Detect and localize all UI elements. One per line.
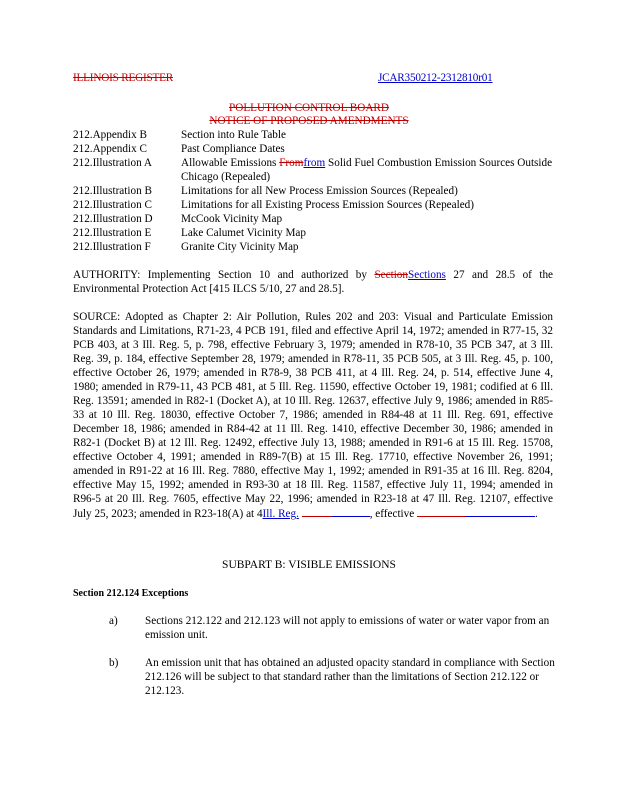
toc-row bbox=[73, 226, 581, 240]
item-text: An emission unit that has obtained an adjusted opacity standard in compliance with Section 212.126 will be subject to that standard rather than the limitations of Section 212.122 or 212.123. bbox=[145, 657, 555, 697]
toc-title: Lake Calumet Vicinity Map bbox=[181, 227, 306, 239]
toc-row bbox=[73, 198, 581, 212]
toc-row bbox=[73, 184, 581, 198]
toc-number: 212.Appendix B bbox=[73, 129, 147, 141]
authority-text: 27 and 28.5 of the Environmental Protection Act [415 ILCS 5/10, 27 and 28.5]. bbox=[73, 269, 554, 295]
toc-title-text: Solid Fuel Combustion Emission Sources Outside Chicago (Repealed) bbox=[181, 157, 553, 183]
toc-row bbox=[73, 128, 581, 142]
authority-paragraph bbox=[73, 268, 553, 296]
deleted-text: Section bbox=[374, 269, 408, 281]
table-of-contents bbox=[73, 128, 581, 254]
toc-number: 212.Illustration F bbox=[73, 241, 151, 253]
toc-number: 212.Illustration A bbox=[73, 157, 152, 169]
deleted-text: From bbox=[279, 157, 304, 169]
authority-text: AUTHORITY: Implementing Section 10 and authorized by bbox=[73, 269, 375, 281]
jcar-header: JCAR350212-2312810r01 bbox=[378, 72, 493, 84]
source-text: SOURCE: Adopted as Chapter 2: Air Pollution, Rules 202 and 203: Visual and Particulate Emission Standards and Limitations, R71-23, 4 PCB 191, filed and effective April 14, 1972; amended in R77-15, 32 PCB 403, at 3 Ill. Reg. 5, p. 798, effective February 3, 1979; amended in R78-10, 35 PCB 347, at 3 Ill. Reg. 39, p. 184, effective September 28, 1979; amended in R78-11, 35 PCB 505, at 3 Ill. Reg. 45, p. 100, effective October 26, 1979; amended in R78-9, 38 PCB 411, at 4 Ill. Reg. 24, p. 514, effective June 4, 1980; amended in R79-11, 43 PCB 481, at 5 Ill. Reg. 11590, effective October 19, 1981; codified at 6 Ill. Reg. 13591; amended in R82-1 (Docket A), at 10 Ill. Reg. 12637, effective July 9, 1986; amended in R85-33 at 10 Ill. Reg. 18030, effective October 7, 1986; amended in R84-48 at 11 Ill. Reg. 691, effective December 18, 1986; amended in R84-42 at 11 Ill. Reg. 1410, effective December 30, 1986; amended in R82-1 (Docket B) at 12 Ill. Reg. 12492, effective July 13, 1988; amended in R91-6 at 15 Ill. Reg. 15708, effective October 4, 1991; amended in R89-7(B) at 15 Ill. Reg. 17710, effective November 26, 1991; amended in R91-22 at 16 Ill. Reg. 7880, effective May 1, 1992; amended in R91-35 at 16 Ill. Reg. 8204, effective May 15, 1992; amended in R93-30 at 18 Ill. Reg. 11587, effective July 11, 1994; amended in R96-5 at 20 Ill. Reg. 7605, effective May 22, 1996; amended in R23-18 at 47 Ill. Reg. 12107, effective July 25, 2023; amended in R23-18(A) at 4 bbox=[73, 311, 553, 520]
toc-title: Section into Rule Table bbox=[181, 129, 286, 141]
register-header: ILLINOIS REGISTER bbox=[73, 72, 174, 84]
toc-title: Granite City Vicinity Map bbox=[181, 241, 299, 253]
toc-title: McCook Vicinity Map bbox=[181, 213, 283, 225]
item-text: Sections 212.122 and 212.123 will not apply to emissions of water or water vapor from an emission unit. bbox=[145, 615, 550, 641]
toc-row bbox=[73, 156, 581, 184]
item-label: b) bbox=[109, 657, 119, 669]
blank-line bbox=[302, 506, 332, 517]
toc-title: Limitations for all Existing Process Emission Sources (Repealed) bbox=[181, 199, 474, 211]
toc-row bbox=[73, 142, 581, 156]
toc-row bbox=[73, 240, 581, 254]
toc-row bbox=[73, 212, 581, 226]
inserted-text: Sections bbox=[408, 269, 446, 281]
board-title: POLLUTION CONTROL BOARD bbox=[229, 102, 389, 114]
list-item bbox=[109, 656, 569, 698]
source-end: . bbox=[535, 508, 538, 520]
toc-title: Past Compliance Dates bbox=[181, 143, 285, 155]
toc-title: Limitations for all New Process Emission Sources (Repealed) bbox=[181, 185, 458, 197]
source-effective: , effective bbox=[369, 508, 415, 520]
list-item bbox=[109, 614, 569, 642]
source-paragraph bbox=[73, 310, 553, 521]
notice-title: NOTICE OF PROPOSED AMENDMENTS bbox=[209, 115, 409, 127]
toc-title-text: Allowable Emissions bbox=[181, 157, 280, 169]
toc-number: 212.Illustration B bbox=[73, 185, 152, 197]
toc-number: 212.Appendix C bbox=[73, 143, 147, 155]
item-label: a) bbox=[109, 615, 118, 627]
section-heading: Section 212.124 Exceptions bbox=[73, 588, 189, 599]
toc-number: 212.Illustration D bbox=[73, 213, 153, 225]
inserted-text: from bbox=[303, 157, 326, 169]
subpart-heading: SUBPART B: VISIBLE EMISSIONS bbox=[222, 559, 396, 571]
toc-number: 212.Illustration E bbox=[73, 227, 152, 239]
blank-line bbox=[417, 506, 465, 517]
blank-line bbox=[332, 506, 370, 517]
blank-line bbox=[465, 506, 535, 517]
inserted-text: Ill. Reg. bbox=[262, 508, 299, 520]
toc-number: 212.Illustration C bbox=[73, 199, 152, 211]
toc-title bbox=[181, 156, 581, 184]
